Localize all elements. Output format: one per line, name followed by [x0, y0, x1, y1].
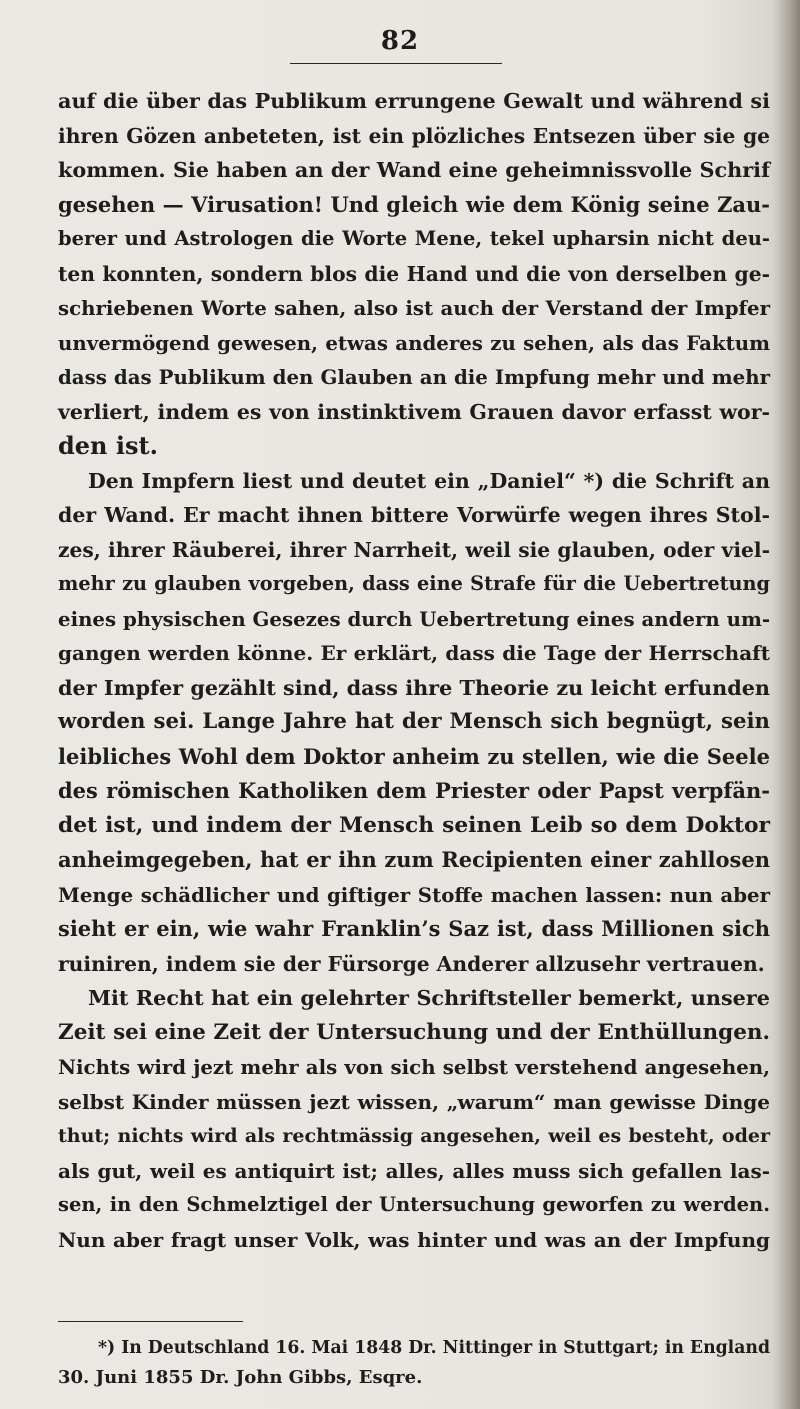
text-line: selbst Kinder müssen jezt wissen, „warum“ man gewisse Dinge — [58, 1089, 770, 1114]
text-line: auf die über das Publikum errungene Gewalt und während si — [58, 89, 770, 113]
footnote-line: *) In Deutschland 16. Mai 1848 Dr. Nittinger in Stuttgart; in England — [98, 1338, 771, 1358]
text-line: Nichts wird jezt mehr als von sich selbst verstehend angesehen, — [58, 1055, 770, 1079]
text-line: sieht er ein, wie wahr Franklin’s Saz ist, dass Millionen sich — [58, 916, 770, 941]
text-line: als gut, weil es antiquirt ist; alles, alles muss sich gefallen las- — [58, 1158, 770, 1183]
text-line: berer und Astrologen die Worte Mene, tekel upharsin nicht deu- — [58, 227, 770, 250]
text-line: gangen werden könne. Er erklärt, dass die Tage der Herrschaft — [58, 641, 770, 665]
footnote-rule — [58, 1321, 243, 1322]
text-line: gesehen — Virusation! Und gleich wie dem König seine Zau- — [58, 191, 770, 217]
text-line: leibliches Wohl dem Doktor anheim zu stellen, wie die Seele — [58, 743, 770, 769]
text-line: Zeit sei eine Zeit der Untersuchung und der Enthüllungen. — [58, 1019, 770, 1045]
text-line: des römischen Katholiken dem Priester oder Papst verpfän- — [58, 778, 770, 803]
text-line: Nun aber fragt unser Volk, was hinter und was an der Impfung — [58, 1227, 770, 1252]
text-line: verliert, indem es von instinktivem Grauen davor erfasst wor- — [58, 399, 770, 424]
text-line: der Wand. Er macht ihnen bittere Vorwürfe wegen ihres Stol- — [58, 503, 770, 527]
text-line: der Impfer gezählt sind, dass ihre Theorie zu leicht erfunden — [58, 675, 770, 700]
text-line: zes, ihrer Räuberei, ihrer Narrheit, weil sie glauben, oder viel- — [58, 537, 770, 562]
text-line: ihren Gözen anbeteten, ist ein plözliches Entsezen über sie ge — [58, 123, 770, 148]
text-line: Den Impfern liest und deutet ein „Daniel“ *) die Schrift an — [88, 468, 770, 493]
text-line: kommen. Sie haben an der Wand eine geheimnissvolle Schrif — [58, 158, 770, 182]
text-line: worden sei. Lange Jahre hat der Mensch sich begnügt, sein — [58, 709, 770, 734]
page-number: 82 — [380, 26, 420, 56]
text-line: eines physischen Gesezes durch Uebertretung eines andern um- — [58, 606, 771, 631]
text-line: sen, in den Schmelztigel der Untersuchung geworfen zu werden. — [58, 1193, 770, 1216]
text-line: det ist, und indem der Mensch seinen Leib so dem Doktor — [58, 812, 770, 838]
text-line: ten konnten, sondern blos die Hand und die von derselben ge- — [58, 261, 770, 286]
text-line: Mit Recht hat ein gelehrter Schriftsteller bemerkt, unsere — [88, 986, 770, 1010]
page-edge-shadow — [774, 0, 800, 1409]
footnote — [58, 1334, 770, 1392]
text-line: anheimgegeben, hat er ihn zum Recipienten einer zahllosen — [58, 847, 770, 872]
text-line: mehr zu glauben vorgeben, dass eine Strafe für die Uebertretung — [58, 572, 770, 595]
body-text — [58, 84, 770, 1257]
text-line: dass das Publikum den Glauben an die Impfung mehr und mehr — [58, 365, 770, 389]
header-rule — [290, 63, 502, 64]
text-line: thut; nichts wird als rechtmässig angesehen, weil es besteht, oder — [58, 1125, 770, 1147]
text-line: Menge schädlicher und giftiger Stoffe machen lassen: nun aber — [58, 882, 770, 907]
text-line: ruiniren, indem sie der Fürsorge Anderer allzusehr vertrauen. — [58, 951, 765, 976]
text-line: schriebenen Worte sahen, also ist auch der Verstand der Impfer — [58, 296, 770, 320]
text-line: den ist. — [58, 431, 158, 460]
footnote-line: 30. Juni 1855 Dr. John Gibbs, Esqre. — [58, 1367, 423, 1388]
text-line: unvermögend gewesen, etwas anderes zu sehen, als das Faktum — [58, 330, 770, 355]
